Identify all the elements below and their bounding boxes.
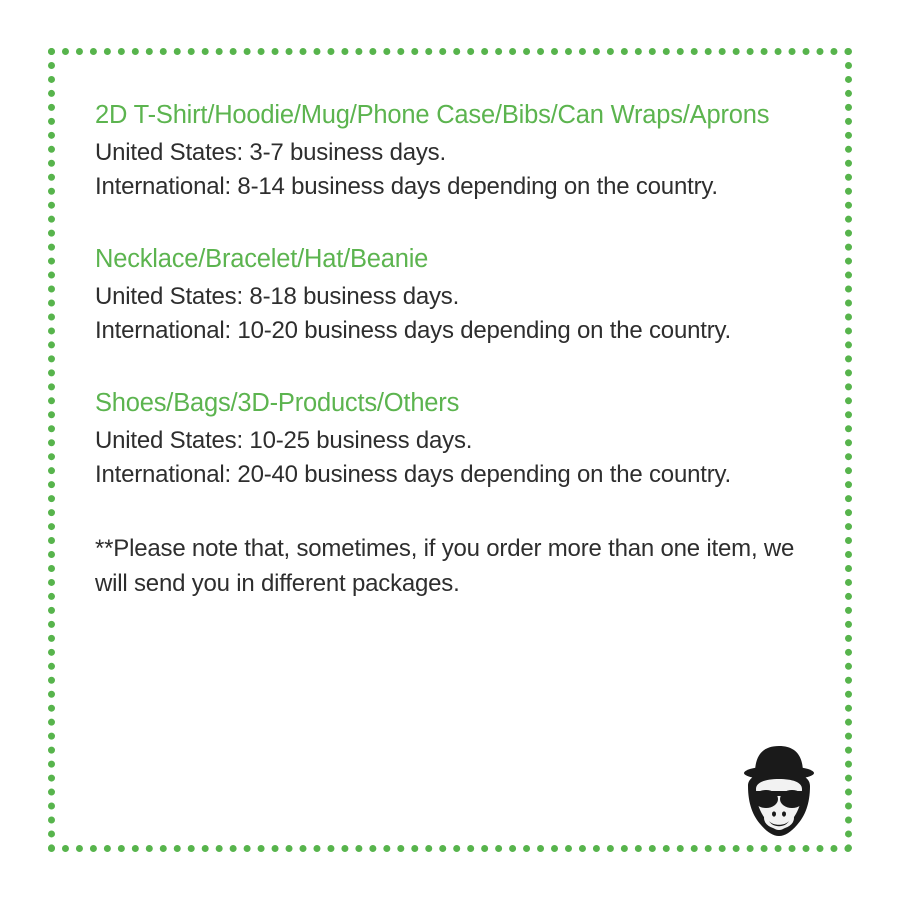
section-domestic-shipping: United States: 10-25 business days. — [95, 426, 473, 454]
section-title: Shoes/Bags/3D-Products/Others — [95, 389, 460, 418]
spacer — [95, 234, 825, 244]
section-international-shipping: International: 10-20 business days depending on the country. — [95, 316, 732, 344]
content-area — [95, 100, 825, 602]
monkey-in-bowler-hat-logo — [736, 742, 822, 842]
section-international-shipping: International: 20-40 business days depending on the country. — [95, 461, 732, 489]
section-domestic-shipping: United States: 3-7 business days. — [95, 138, 446, 166]
section-title: 2D T-Shirt/Hoodie/Mug/Phone Case/Bibs/Can Wraps/Aprons — [95, 101, 770, 129]
section-title: Necklace/Bracelet/Hat/Beanie — [95, 245, 429, 274]
spacer — [95, 378, 825, 388]
section-accessories — [95, 244, 825, 348]
section-shoes-bags-3d — [95, 388, 825, 492]
section-international-shipping: International: 8-14 business days depending on the country. — [95, 172, 718, 200]
section-domestic-shipping: United States: 8-18 business days. — [95, 282, 460, 310]
shipping-note: **Please note that, sometimes, if you order more than one item, we will send you in different packages. — [95, 535, 795, 597]
section-2d-products — [95, 100, 825, 204]
